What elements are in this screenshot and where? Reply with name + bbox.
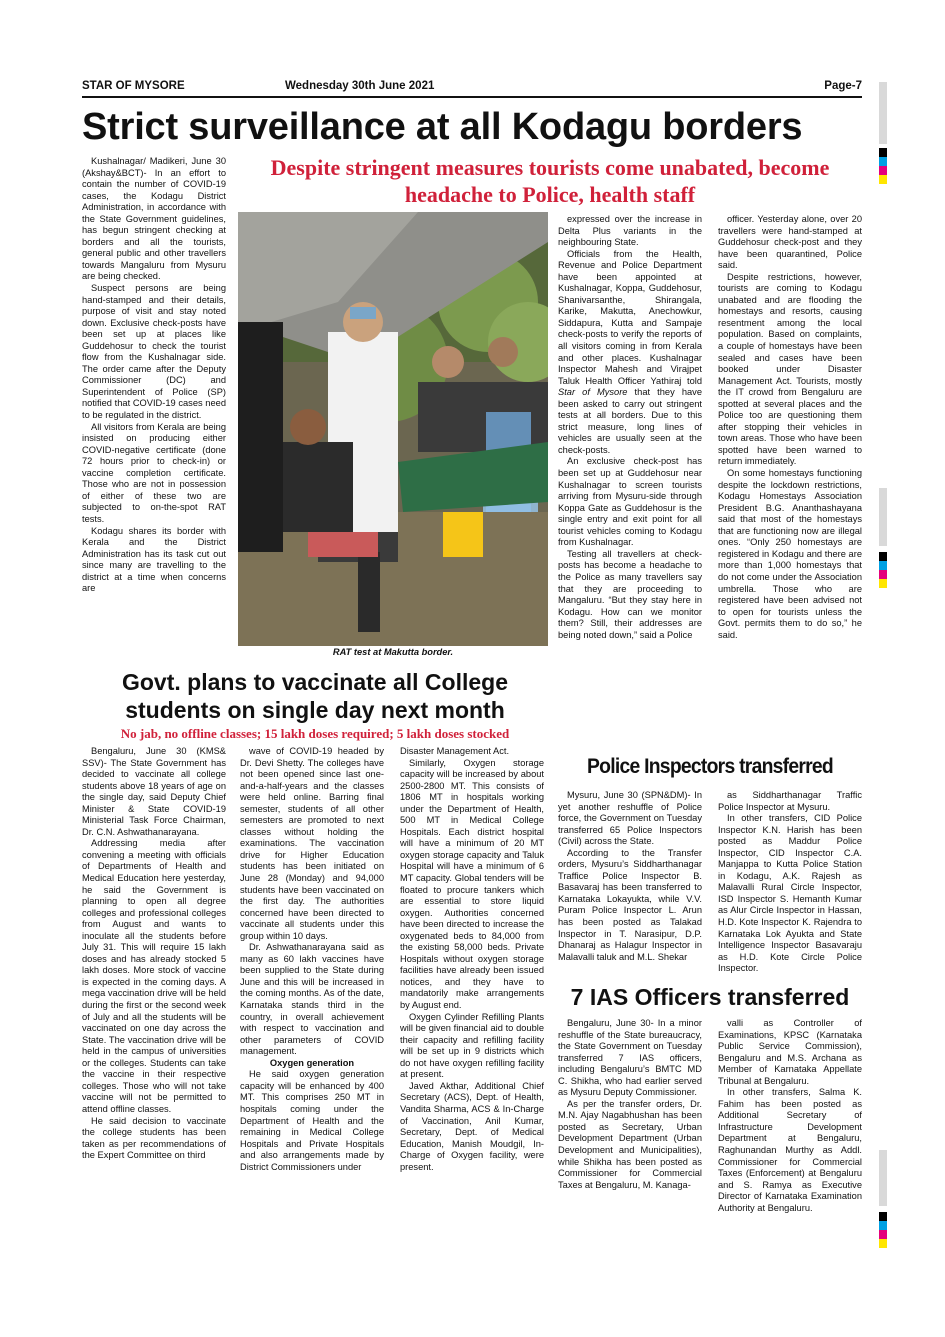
oxygen-subheading: Oxygen generation — [269, 1057, 355, 1068]
vaccine-paragraph: Addressing media after convening a meeting with officials of Departments of Health and Medical Education here yesterday, he said the Government is planning to open all degree colleges and professional colleges from August and wants to inoculate all the students before July 31. This will require 15 lakh doses and has already stocked 5 lakh doses. More stock of vaccine is expected in the coming days. A mega vaccination drive will be held during the first or the second week of July and all the students will be vaccinated on one day across the State. The vaccination drive will be held in the campus of universities or the colleges. Students can take the vaccine in their respective colleges. Those who will not take vaccine will not be permitted to attend offline classes. — [82, 838, 226, 1114]
vaccine-paragraph: Dr. Ashwathanarayana said as many as 60 lakh vaccines have been supplied to the State during June and this will be increased in the coming months. As of the date, Karnataka stands third in the country, in overall achievement with respect to vaccination and other parameters of COVID management. — [240, 942, 384, 1057]
header-divider — [82, 96, 862, 98]
ias-column-1 — [558, 1018, 702, 1274]
main-story-paragraph: Despite restrictions, however, tourists are coming to Kodagu unabated and are flooding the homestays and resorts, causing resentment among the local population. Based on complaints, a couple of homestays have been sealed and cases have been booked under Disaster Management Act. Tourists, mostly the IT crowd from Bengaluru are spotted at several places and the Police too are questioning them after stopping their vehicles in town areas. Those who have been spotted have been warned to return immediately. — [718, 271, 862, 467]
margin-grey-bar-middle — [879, 488, 887, 546]
swatch-cyan — [879, 561, 887, 570]
main-paragraph-officials: Officials from the Health, Revenue and Police Department have been appointed at Kushalnagar, Koppa, Guddehosur, Shanivarsanthe, Shirangala, Karike, Makutta, Anechowkur, Siddapura, Kutta and Sampaje check-posts to verify the reports of all visitors coming in from Kerala and other places. Kushalnagar Inspector Mahesh and Virajpet Taluk Health Officer Yathiraj told Star of Mysore that they have been asked to carry out stringent tests at all borders. Due to this strict measure, long lines of vehicles are usually seen at the check-posts. — [558, 248, 702, 455]
police-column-2 — [718, 790, 862, 976]
rat-test-photo — [238, 212, 548, 646]
main-story-paragraph: Kushalnagar/ Madikeri, June 30 (Akshay&BCT)- In an effort to contain the number of COVID-19 cases, the Kodagu District Administration, in accordance with the State Government guidelines, has begun stringent checking at borders and all the tourists, general public and other travellers towards Mangaluru from Mysuru are being checked. — [82, 156, 226, 282]
vaccine-paragraph: Bengaluru, June 30 (KMS& SSV)- The State Government has decided to vaccinate all college students above 18 years of age on the single day, said Deputy Chief Minister & State COVID-19 Ministerial Task Force Chairman, Dr. C.N. Ashwathanarayana. — [82, 746, 226, 837]
vaccine-paragraph: Similarly, Oxygen storage capacity will be increased by about 2500-2800 MT. This consists of 1806 MT in hospitals working under the Department of Health, 500 MT in Medical College Hospitals. Each district hospital will have a minimum of 20 MT oxygen storage capacity and Taluk Hospital will have a minimum of 6 MT capacity. Global tenders will be floated to procure tankers which are essential to store liquid oxygen. Authorities concerned have been directed to increase the oxygenated beds to 84,000 from the existing 58,000 beds. Private Hospitals without oxygen storage facilities have already been issued notices, and they have to mandatorily make arrangements by August end. — [400, 757, 544, 1011]
main-story-paragraph: All visitors from Kerala are being insisted on producing either COVID-negative certificate (done 72 hours prior to check-in) or vaccine completion certificate. Those who are not in possession of either of these two are subjected to on-the-spot RAT tests. — [82, 421, 226, 524]
ias-paragraph: As per the transfer orders, Dr. M.N. Ajay Nagabhushan has been posted as Secretary, Urban Development Department (Urban Development and Municipalities), while Shikha has been posted as Commissioner for Commercial Taxes at Bengaluru, M. Kanaga- — [558, 1098, 702, 1190]
registration-marks-top — [879, 148, 887, 184]
ias-paragraph: valli as Controller of Examinations, KPSC (Karnataka Public Service Commission), Bengaluru and M.S. Archana as Member of Karnataka Appellate Tribunal at Bengaluru. — [718, 1018, 862, 1086]
main-story-column-4 — [718, 214, 862, 746]
police-paragraph: as Siddharthanagar Traffic Police Inspector at Mysuru. — [718, 790, 862, 812]
vaccine-headline: Govt. plans to vaccinate all College students on single day next month — [121, 669, 508, 723]
police-paragraph: According to the Transfer orders, Mysuru’s Siddharthanagar Traffice Police Inspector B. Basavaraj has been transferred to Karnataka Lokayukta, while V.V. Puram Police Inspector L. Arun has been posted as Talakad Inspector in T. Narasipur, D.P. Dhanaraj as Halagur Inspector in Malavalli taluk and M.L. Shekar — [558, 847, 702, 962]
main-paragraph-continued: expressed over the increase in Delta Plus variants in the neighbouring State. — [558, 214, 702, 248]
swatch-magenta — [879, 570, 887, 579]
swatch-yellow — [879, 175, 887, 184]
ias-headline: 7 IAS Officers transferred — [570, 984, 850, 1010]
police-column-1 — [558, 790, 702, 976]
vaccine-subhead: No jab, no offline classes; 15 lakh doses required; 5 lakh doses stocked — [120, 726, 510, 741]
swatch-yellow — [879, 1239, 887, 1248]
main-headline: Strict surveillance at all Kodagu borders — [82, 106, 803, 148]
registration-marks-bottom — [879, 1212, 887, 1248]
vaccine-paragraph: He said decision to vaccinate the college students has been taken as per recommendations of the Expert Committee on third — [82, 1115, 226, 1161]
main-subhead: Despite stringent measures tourists come unabated, become headache to Police, health staff — [270, 155, 830, 207]
publication-name: STAR OF MYSORE — [82, 80, 185, 92]
photo-caption: RAT test at Makutta border. — [332, 647, 454, 657]
police-headline: Police Inspectors transferred — [586, 755, 834, 778]
page-number: Page-7 — [824, 80, 862, 92]
main-story-paragraph: Testing all travellers at check-posts has become a headache to the Police as many travellers say that they are proceeding to Mangaluru. “But they stay here in Kodagu. How can we monitor them? Still, their addresses are being noted down,” said a Police — [558, 548, 702, 640]
margin-grey-bar-top — [879, 82, 887, 144]
swatch-cyan — [879, 157, 887, 166]
vaccine-column-1 — [82, 746, 226, 1274]
vaccine-column-2 — [240, 746, 384, 1274]
vaccine-paragraph: wave of COVID-19 headed by Dr. Devi Shetty. The colleges have not been opened since last one-and-a-half-years and the classes were held online. Barring final semester, students of all other semesters are promoted to next classes without holding the examinations. The vaccination drive for Higher Education students has been initiated on June 28 (Monday) and 94,000 students have been vaccinated on the first day. The authorities concerned have been directed to vaccinate all students under this group within 10 days. — [240, 746, 384, 941]
swatch-magenta — [879, 166, 887, 175]
vaccine-paragraph: He said oxygen generation capacity will be enhanced by 400 MT. This comprises 250 MT in hospitals coming under the Department of Health and the remaining in Medical College Hospitals and Private Hospitals and also arrangements made by District Commissioners under — [240, 1069, 384, 1172]
main-story-paragraph: Suspect persons are being hand-stamped and their details, purpose of visit and stay noted down. Exclusive check-posts have been set up at places like Guddehosur to check the tourist flow from the Kushalnagar side. The order came after the Deputy Commissioner (DC) and Superintendent of Police (SP) notified that COVID-19 cases need to be regulated in the district. — [82, 283, 226, 421]
registration-marks-middle — [879, 552, 887, 588]
vaccine-paragraph: Oxygen Cylinder Refilling Plants will be given financial aid to double their capacity and refilling facility will be set up in 9 districts which do not have oxygen refilling facility at present. — [400, 1011, 544, 1080]
main-story-paragraph: On some homestays functioning despite the lockdown restrictions, Kodagu Homestays Association President B.G. Ananthashayana said that most of the homestays that are functioning now are illegal ones. “Only 250 homestays are registered in Kodagu and there are more than 1,000 homestays that do not come under the Association umbrella. Those who are registered have been advised not to open for tourists unless the Govt. permits them to do so,” he said. — [718, 468, 862, 640]
vaccine-continued-line: Disaster Management Act. — [400, 746, 510, 756]
issue-date: Wednesday 30th June 2021 — [285, 80, 435, 92]
swatch-cyan — [879, 1221, 887, 1230]
main-story-paragraph: Kodagu shares its border with Kerala and the District Administration has its task cut out since many are travelling to the district at a time when concerns are — [82, 525, 226, 594]
swatch-black — [879, 552, 887, 561]
vaccine-paragraph: Javed Akthar, Additional Chief Secretary (ACS), Dept. of Health, Vandita Sharma, ACS & In-Charge of Vaccination, Anil Kumar, Secretary, Dept. of Medical Education, Manish Moudgil, In-Charge of Oxygen facility, were present. — [400, 1080, 544, 1172]
swatch-black — [879, 148, 887, 157]
police-paragraph: Mysuru, June 30 (SPN&DM)- In yet another reshuffle of Police force, the Government on Tuesday transferred 65 Police Inspectors (Civil) across the State. — [558, 790, 702, 847]
main-story-paragraph: officer. Yesterday alone, over 20 travellers were hand-stamped at Guddehosur check-post and they have been quarantined, Police said. — [718, 214, 862, 271]
swatch-yellow — [879, 579, 887, 588]
police-paragraph: In other transfers, CID Police Inspector K.N. Harish has been posted as Maddur Police Inspector, CID Inspector C.A. Manjappa to Kutta Police Station in Kodagu, A.K. Rajesh as Malavalli Rural Circle Inspector, ISD Inspector S. Hemanth Kumar as Alur Circle Inspector in Hassan, H.D. Kote Inspector K. Rajendra to Karnataka Lok Ayukta and State Intelligence Inspector Basavaraju as H.D. Kote Circle Police Inspector. — [718, 813, 862, 974]
ias-paragraph: Bengaluru, June 30- In a minor reshuffle of the State bureaucracy, the State Government on Tuesday transferred 7 IAS officers, including Bengaluru’s BMTC MD C. Shikha, who had earlier served as Mysuru Deputy Commissioner. — [558, 1018, 702, 1098]
swatch-black — [879, 1212, 887, 1221]
vaccine-column-3 — [400, 746, 544, 1274]
main-story-column-1 — [82, 156, 226, 662]
ias-column-2 — [718, 1018, 862, 1274]
main-story-paragraph: An exclusive check-post has been set up at Guddehosur near Kushalnagar to screen tourists arriving from Mysuru-side through Koppa Gate as Guddehosur is the single entry and exit point for all tourist vehicles coming to Kodagu from Kushalnagar. — [558, 456, 702, 548]
page-header — [82, 80, 862, 96]
rat-test-photo-illustration — [238, 212, 548, 646]
newspaper-name: Star of Mysore — [558, 387, 628, 398]
margin-grey-bar-bottom — [879, 1150, 887, 1206]
swatch-magenta — [879, 1230, 887, 1239]
ias-paragraph: In other transfers, Salma K. Fahim has been posted as Additional Secretary of Infrastructure Development Department at Bengaluru, Raghunandan Murthy as Addl. Commissioner for Commercial Taxes (Enforcement) at Bengaluru and S. Ramya as Executive Director of Karnataka Examination Authority at Bengaluru. — [718, 1087, 862, 1213]
main-story-column-3 — [558, 214, 702, 746]
